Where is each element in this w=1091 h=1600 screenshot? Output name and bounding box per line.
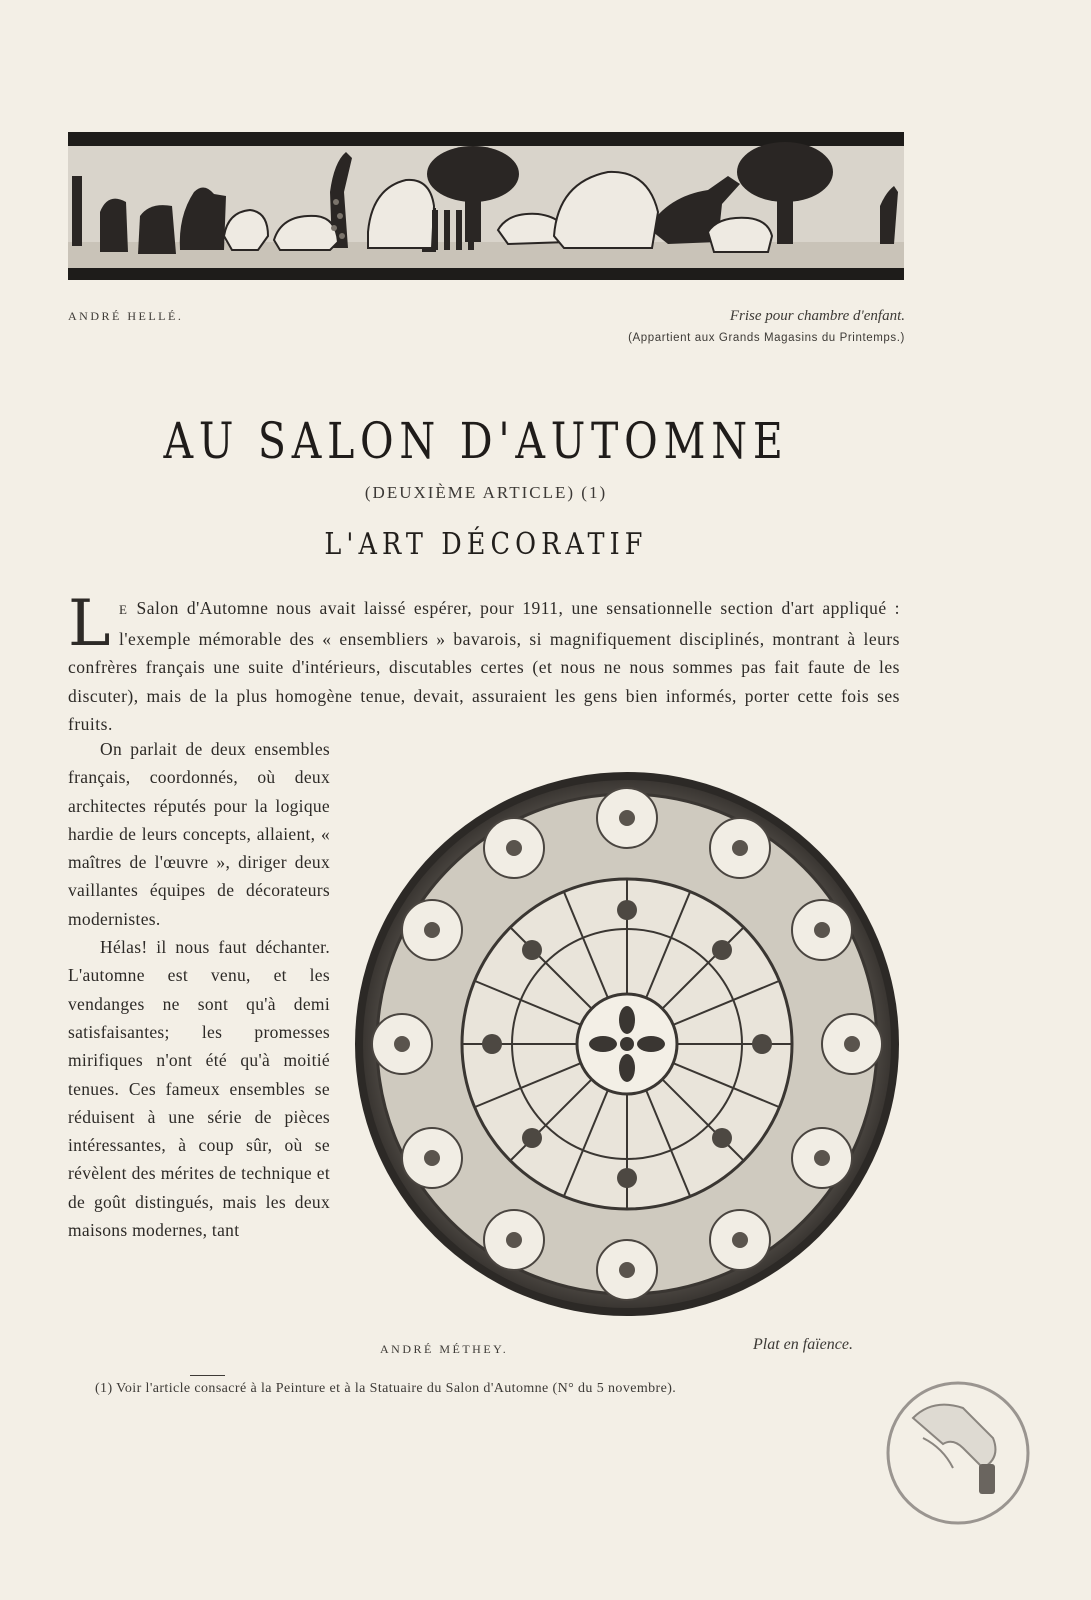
body-column xyxy=(68,735,330,1244)
footnote: (1) Voir l'article consacré à la Peinture et à la Statuaire du Salon d'Automne (N° du 5 novembre). xyxy=(95,1381,677,1396)
footnote-divider xyxy=(190,1375,225,1376)
lead-paragraph xyxy=(68,587,900,739)
faience-plate-illustration xyxy=(354,770,900,1318)
plate-caption-author: ANDRÉ MÉTHEY. xyxy=(380,1342,509,1356)
page-turn-stamp-icon xyxy=(883,1378,1033,1528)
article-title: AU SALON D'AUTOMNE xyxy=(163,412,789,470)
frieze-caption-author: ANDRÉ HELLÉ. xyxy=(68,309,184,323)
plate-caption-title: Plat en faïence. xyxy=(753,1336,853,1353)
frieze-caption-title: Frise pour chambre d'enfant. xyxy=(729,308,905,324)
column-paragraph-1: On parlait de deux ensembles français, coordonnés, où deux architectes réputés pour la logique hardie de leurs concepts, allaient, « maîtres de l'œuvre », diriger deux vaillantes équipes de décorateurs modernistes. xyxy=(68,739,330,929)
lead-small-cap: E xyxy=(119,602,129,617)
article-heading: L'ART DÉCORATIF xyxy=(324,527,648,562)
frieze-caption-note: (Appartient aux Grands Magasins du Printemps.) xyxy=(628,332,905,344)
column-paragraph-2: Hélas! il nous faut déchanter. L'automne est venu, et les vendanges ne sont qu'à demi satisfaisantes; les promesses mirifiques n'ont été qu'à moitié tenues. Ces fameux ensembles se réduisent à une série de pièces intéressantes, à coup sûr, où se révèlent des mérites de technique et de goût distingués, mais les deux maisons modernes, tant xyxy=(68,937,330,1241)
drop-cap: L xyxy=(68,587,111,661)
lead-text: Salon d'Automne nous avait laissé espérer, pour 1911, une sensationnelle section d'art appliqué : l'exemple mémorable des « ensembliers » bavarois, si magnifiquement disciplinés, montrant à leurs confrères français une suite d'intérieurs, discutables certes (et nous ne nous sommes pas fait faute de les discuter), mais de la plus homogène tenue, devait, assuraient les gens bien informés, porter cette fois ses fruits. xyxy=(68,598,900,734)
article-subtitle: (DEUXIÈME ARTICLE) (1) xyxy=(364,483,608,502)
frieze-illustration xyxy=(68,132,904,280)
